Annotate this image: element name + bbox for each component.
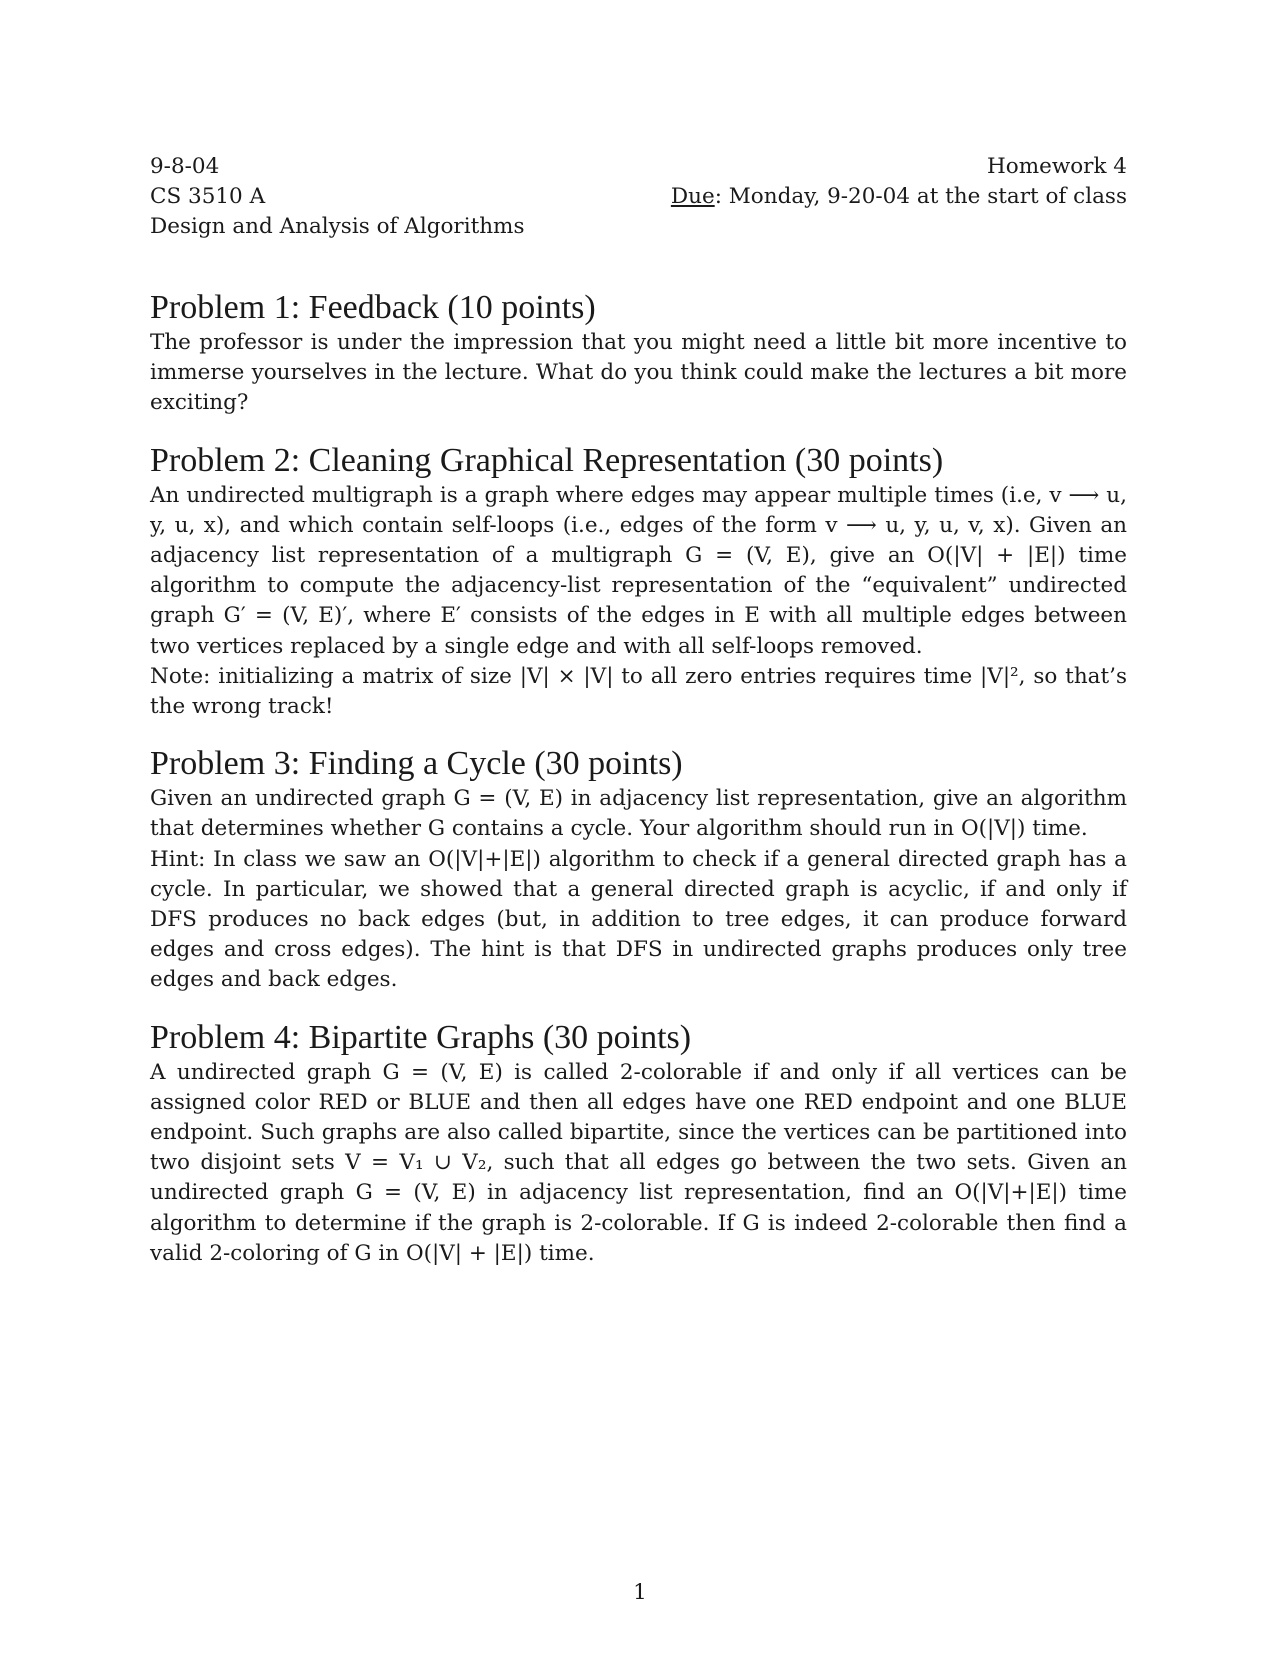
problem-title: Problem 4: Bipartite Graphs (30 points) <box>150 1018 692 1056</box>
header-right <box>671 152 1127 212</box>
header-due-line <box>671 182 1127 212</box>
problem-3 <box>150 744 1127 995</box>
problem-hint: Hint: In class we saw an O(|V|+|E|) algorithm to check if a general directed graph has a cycle. In particular, we showed that a general directed graph is acyclic, if and only if DFS produces no back edges (but, in addition to tree edges, it can produce forward edges and cross edges). The hint is that DFS in undirected graphs produces only tree edges and back edges. <box>150 846 1127 993</box>
problem-title: Problem 3: Finding a Cycle (30 points) <box>150 745 683 783</box>
header-course-title: Design and Analysis of Algorithms <box>150 214 525 239</box>
problem-title: Problem 2: Cleaning Graphical Representation (30 points) <box>150 441 944 479</box>
problem-title: Problem 1: Feedback (10 points) <box>150 289 596 326</box>
problem-note: Note: initializing a matrix of size |V| × |V| to all zero entries requires time |V|², so that’s the wrong track! <box>150 663 1127 720</box>
header-course: CS 3510 A <box>150 184 266 209</box>
problem-paragraph: An undirected multigraph is a graph where edges may appear multiple times (i.e, v ⟶ u, y, u, x), and which contain self-loops (i.e., edges of the form v ⟶ u, y, u, v, x). Given an adjacency list representation of a multigraph G = (V, E), give an O(|V| + |E|) time algorithm to compute the adjacency-list representation of the “equivalent” undirected graph G′ = (V, E)′, where E′ consists of the edges in E with all multiple edges between two vertices replaced by a single edge and with all self-loops removed. <box>150 482 1127 659</box>
problem-4 <box>150 1018 1127 1269</box>
problem-paragraph: The professor is under the impression that you might need a little bit more incentive to immerse yourselves in the lecture. What do you think could make the lectures a bit more exciting? <box>150 330 1127 416</box>
problems-section <box>150 288 1127 1291</box>
page-number: 1 <box>633 1580 647 1605</box>
header-homework: Homework 4 <box>987 154 1127 179</box>
problem-2 <box>150 441 1127 723</box>
due-label: Due <box>670 184 715 209</box>
header-date: 9-8-04 <box>150 154 220 179</box>
header-left <box>150 152 524 242</box>
problem-1 <box>150 288 1127 419</box>
problem-paragraph: Given an undirected graph G = (V, E) in adjacency list representation, give an algorithm that determines whether G contains a cycle. Your algorithm should run in O(|V|) time. <box>150 786 1127 842</box>
problem-paragraph: A undirected graph G = (V, E) is called 2-colorable if and only if all vertices can be assigned color RED or BLUE and then all edges have one RED endpoint and one BLUE endpoint. Such graphs are also called bipartite, since the vertices can be partitioned into two disjoint sets V = V₁ ∪ V₂, such that all edges go between the two sets. Given an undirected graph G = (V, E) in adjacency list representation, find an O(|V|+|E|) time algorithm to determine if the graph is 2-colorable. If G is indeed 2-colorable then find a valid 2-coloring of G in O(|V| + |E|) time. <box>150 1059 1127 1266</box>
due-text: : Monday, 9-20-04 at the start of class <box>714 184 1127 209</box>
